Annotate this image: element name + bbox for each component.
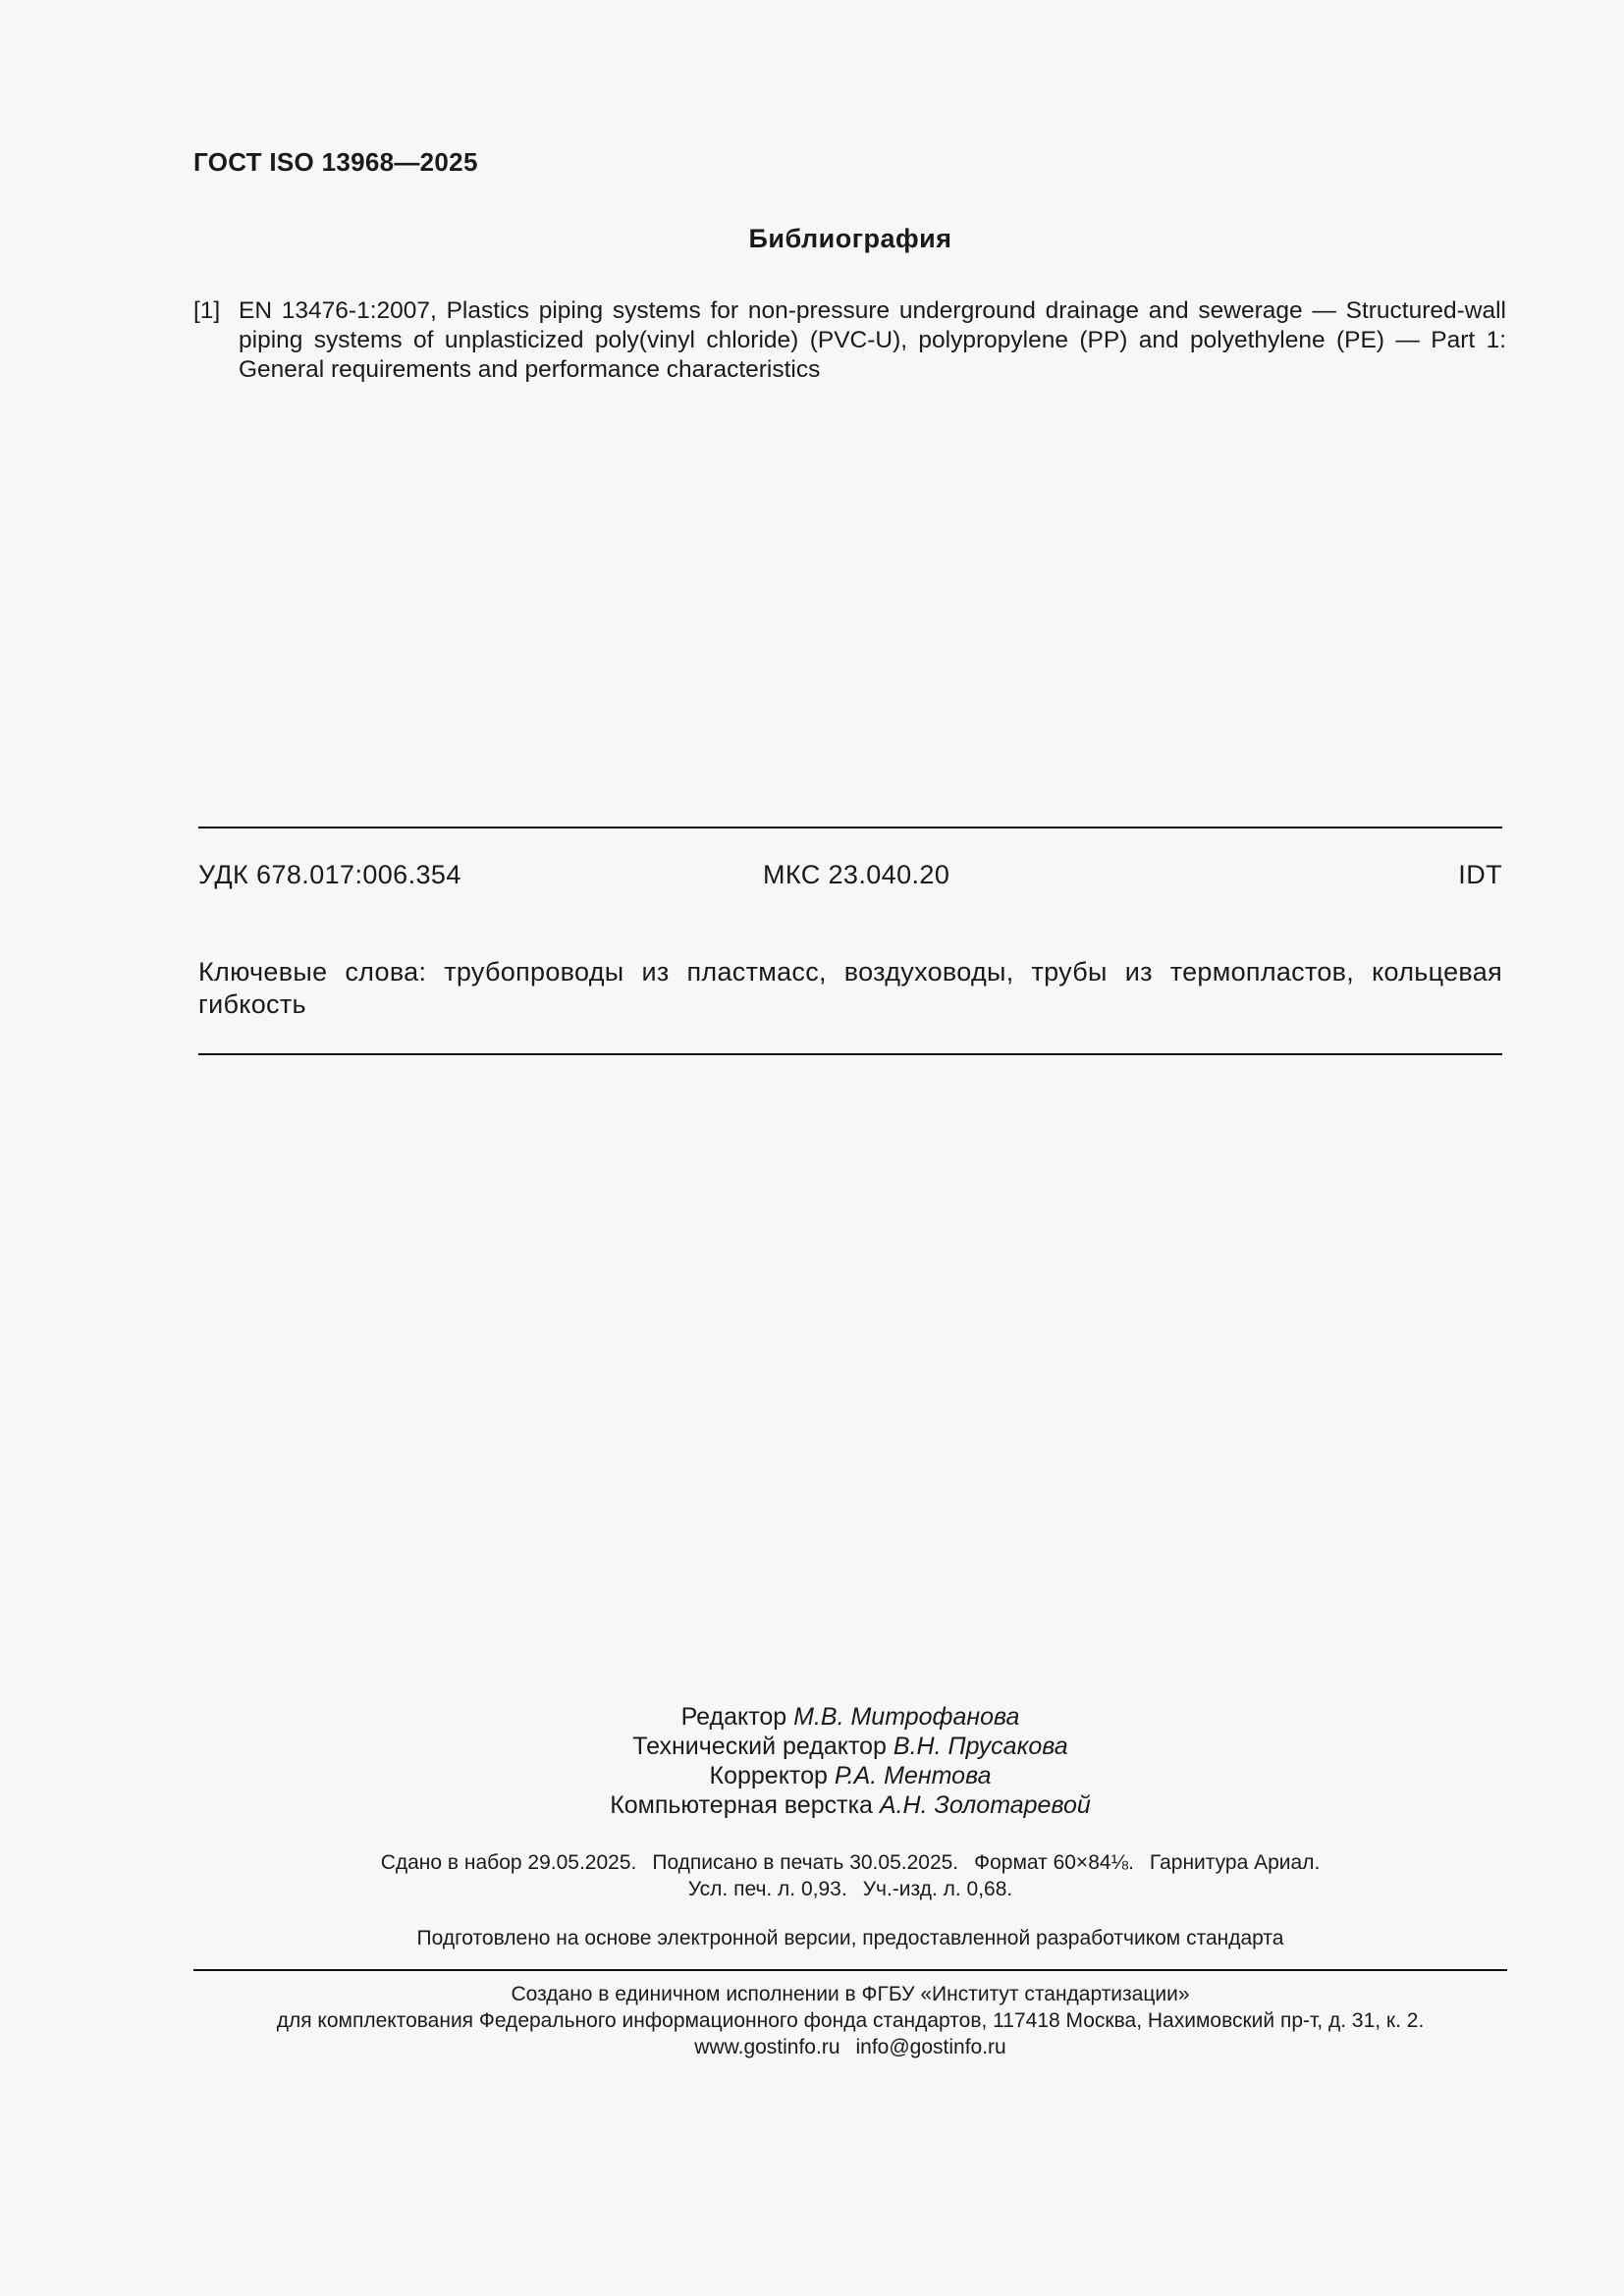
- credit-name: А.Н. Золотаревой: [879, 1791, 1091, 1819]
- publisher-info: [193, 1981, 1507, 2060]
- imprint: [193, 1849, 1507, 1902]
- mks-code: МКС 23.040.20: [763, 860, 950, 889]
- imprint-print-sheets: Усл. печ. л. 0,93.: [687, 1878, 847, 1900]
- credit-name: В.Н. Прусакова: [893, 1733, 1068, 1760]
- imprint-format: Формат 60×84⅛.: [974, 1851, 1134, 1874]
- credit-role: Корректор: [709, 1762, 828, 1789]
- credit-role: Компьютерная верстка: [610, 1791, 873, 1819]
- equivalence-degree: IDT: [1458, 860, 1502, 889]
- document-code: ГОСТ ISO 13968—2025: [193, 147, 478, 177]
- credit-line-layout: [193, 1790, 1507, 1820]
- imprint-typeface: Гарнитура Ариал.: [1149, 1851, 1321, 1874]
- credit-line-tech-editor: [193, 1732, 1507, 1761]
- publisher-line-1: Создано в единичном исполнении в ФГБУ «Институт стандартизации»: [511, 1983, 1190, 2005]
- email-link[interactable]: info@gostinfo.ru: [855, 2036, 1006, 2058]
- classification-top-rule: [198, 827, 1502, 828]
- credit-name: М.В. Митрофанова: [793, 1703, 1020, 1731]
- website-link[interactable]: www.gostinfo.ru: [694, 2036, 840, 2058]
- bibliography-entry-number: [1]: [193, 297, 221, 324]
- credit-name: Р.А. Ментова: [834, 1762, 992, 1789]
- publisher-contacts: [193, 2034, 1507, 2060]
- classification-bottom-rule: [198, 1053, 1502, 1055]
- prepared-note: Подготовлено на основе электронной версии, предоставленной разработчиком стандарта: [416, 1927, 1284, 1949]
- imprint-signed: Подписано в печать 30.05.2025.: [652, 1851, 959, 1874]
- bibliography-title: Библиография: [748, 224, 952, 253]
- credit-role: Технический редактор: [632, 1733, 887, 1760]
- classification-row: [198, 860, 1502, 895]
- credit-role: Редактор: [680, 1703, 787, 1731]
- keywords: Ключевые слова: трубопроводы из пластмасс, воздуховоды, трубы из термопластов, кольцевая гибкость: [198, 957, 1502, 1019]
- credit-line-proofreader: [193, 1761, 1507, 1790]
- editorial-credits: [193, 1702, 1507, 1820]
- imprint-publ-sheets: Уч.-изд. л. 0,68.: [862, 1878, 1013, 1900]
- publisher-line-2: для комплектования Федерального информационного фонда стандартов, 117418 Москва, Нахимовский пр-т, д. 31, к. 2.: [276, 2009, 1425, 2032]
- footer-rule: [193, 1969, 1507, 1971]
- imprint-line-2: [193, 1876, 1507, 1902]
- imprint-line-1: [193, 1849, 1507, 1876]
- bibliography-entry-text: EN 13476-1:2007, Plastics piping systems for non-pressure underground drainage and sewerage — Structured-wall piping systems of unplasticized poly(vinyl chloride) (PVC-U), polypropylene (PP) and polyethylene (PE) — Part 1: General requirements and performance characteristics: [239, 297, 1506, 383]
- udk-code: УДК 678.017:006.354: [198, 860, 461, 889]
- credit-line-editor: [193, 1702, 1507, 1732]
- imprint-submitted: Сдано в набор 29.05.2025.: [380, 1851, 637, 1874]
